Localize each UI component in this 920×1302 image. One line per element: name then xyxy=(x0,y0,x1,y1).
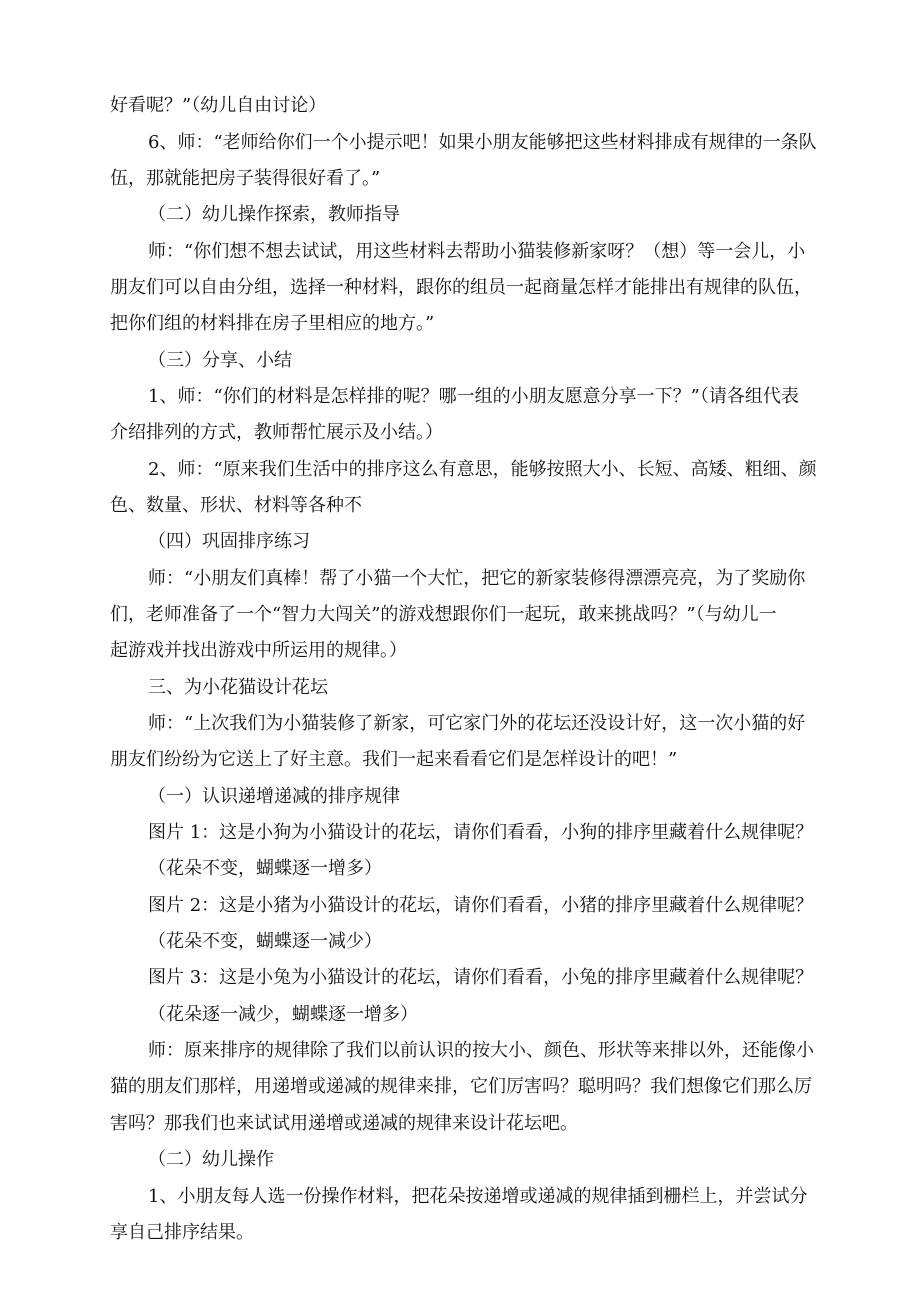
text-line: 师：“上次我们为小猫装修了新家，可它家门外的花坛还没设计好，这一次小猫的好 xyxy=(148,713,806,734)
text-line: 伍，那就能把房子装得很好看了。” xyxy=(110,168,381,189)
text-line: 朋友们可以自由分组，选择一种材料，跟你的组员一起商量怎样才能排出有规律的队伍， xyxy=(110,277,812,298)
section-heading: （三）分享、小结 xyxy=(148,350,292,371)
text-line: 介绍排列的方式，教师帮忙展示及小结。） xyxy=(110,422,443,443)
text-line: 6、师：“老师给你们一个小提示吧！如果小朋友能够把这些材料排成有规律的一条队 xyxy=(148,132,817,153)
text-line: （花朵逐一减少，蝴蝶逐一增多） xyxy=(148,1004,418,1025)
text-line: 好看呢？”（幼儿自由讨论） xyxy=(110,95,327,116)
text-line: 图片 3：这是小兔为小猫设计的花坛，请你们看看，小兔的排序里藏着什么规律呢？ xyxy=(148,967,814,988)
text-line: 2、师：“原来我们生活中的排序这么有意思，能够按照大小、长短、高矮、粗细、颜 xyxy=(148,459,817,480)
section-heading: （二）幼儿操作 xyxy=(148,1149,274,1170)
text-line: 享自己排序结果。 xyxy=(110,1222,254,1243)
text-line: 害吗？那我们也来试试用递增或递减的规律来设计花坛吧。 xyxy=(110,1113,578,1134)
text-line: （花朵不变，蝴蝶逐一增多） xyxy=(148,858,382,879)
text-line: 师：“小朋友们真棒！帮了小猫一个大忙，把它的新家装修得漂漂亮亮，为了奖励你 xyxy=(148,568,806,589)
section-heading: （四）巩固排序练习 xyxy=(148,531,310,552)
text-line: 色、数量、形状、材料等各种不 xyxy=(110,495,362,516)
text-line: 1、师：“你们的材料是怎样排的呢？哪一组的小朋友愿意分享一下？”（请各组代表 xyxy=(148,386,799,407)
text-line: （花朵不变，蝴蝶逐一减少） xyxy=(148,931,382,952)
text-line: 图片 2：这是小猪为小猫设计的花坛，请你们看看，小猪的排序里藏着什么规律呢？ xyxy=(148,895,814,916)
text-line: 们，老师准备了一个“智力大闯关”的游戏想跟你们一起玩，敢来挑战吗？”（与幼儿一 xyxy=(110,604,777,625)
text-line: 1、小朋友每人选一份操作材料，把花朵按递增或递减的规律插到栅栏上，并尝试分 xyxy=(148,1186,808,1207)
text-line: 起游戏并找出游戏中所运用的规律。） xyxy=(110,640,407,661)
text-line: 师：原来排序的规律除了我们以前认识的按大小、颜色、形状等来排以外，还能像小 xyxy=(148,1040,814,1061)
text-line: 猫的朋友们那样，用递增或递减的规律来排，它们厉害吗？聪明吗？我们想像它们那么厉 xyxy=(110,1076,812,1097)
section-heading: （二）幼儿操作探索，教师指导 xyxy=(148,204,400,225)
section-heading: 三、为小花猫设计花坛 xyxy=(148,677,328,698)
text-line: 图片 1：这是小狗为小猫设计的花坛，请你们看看，小狗的排序里藏着什么规律呢？ xyxy=(148,822,814,843)
text-line: 把你们组的材料排在房子里相应的地方。” xyxy=(110,313,435,334)
section-heading: （一）认识递增递减的排序规律 xyxy=(148,786,400,807)
text-line: 师：“你们想不想去试试，用这些材料去帮助小猫装修新家呀？（想）等一会儿，小 xyxy=(148,241,806,262)
text-line: 朋友们纷纷为它送上了好主意。我们一起来看看它们是怎样设计的吧！” xyxy=(110,749,678,770)
